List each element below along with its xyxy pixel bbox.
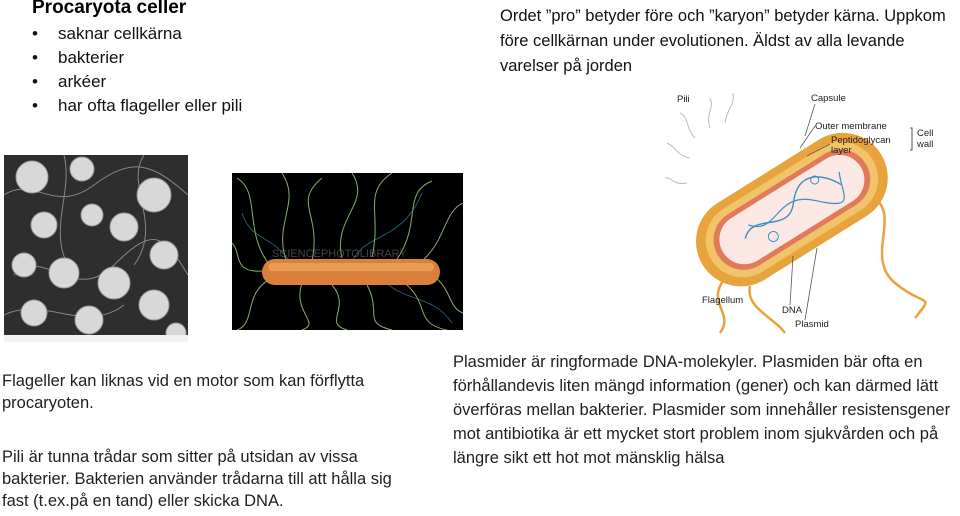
label-plasmid: Plasmid — [795, 319, 829, 330]
prokaryote-diagram — [665, 88, 960, 338]
watermark-text: SCIENCEPHOTOLIBRARY — [272, 248, 407, 260]
prokaryote-diagram-drawing — [665, 88, 960, 338]
label-cell: Cell — [917, 128, 934, 139]
label-wall: wall — [917, 139, 934, 150]
label-layer: layer — [831, 145, 852, 156]
bullet-text: arkéer — [58, 72, 107, 91]
bullet-item — [32, 46, 242, 70]
label-outer-membrane: Outer membrane — [815, 121, 887, 132]
plasmid-paragraph: Plasmider är ringformade DNA-molekyler. Plasmiden bär ofta en förhållandevis liten mängd information (gener) och kan därmed lätt överföras mellan bakterier. Plasmider som innehåller resistensgener mot antibiotika är ett mycket stort problem inom sjukvården och på längre sikt ett hot mot mänsklig hälsa — [453, 353, 951, 467]
label-capsule: Capsule — [811, 93, 846, 104]
slide-title: Procaryota celler — [32, 0, 187, 18]
flagella-paragraph: Flageller kan liknas vid en motor som kan förflytta procaryoten. — [2, 372, 365, 412]
rod-bacterium-image — [232, 173, 463, 330]
bullet-list — [32, 22, 242, 118]
micrograph-image — [4, 155, 188, 342]
bullet-item — [32, 94, 242, 118]
micrograph-drawing — [4, 155, 188, 342]
pili-paragraph: Pili är tunna trådar som sitter på utsidan av vissa bakterier. Bakterien använder trådarna till att hålla sig fast (t.ex.på en tand) eller skicka DNA. — [2, 448, 392, 510]
label-flagellum: Flagellum — [702, 295, 744, 306]
bullet-dot: • — [32, 48, 38, 67]
bullet-item — [32, 70, 242, 94]
bullet-text: saknar cellkärna — [58, 24, 182, 43]
label-dna: DNA — [782, 305, 803, 316]
bullet-dot: • — [32, 96, 38, 115]
label-peptidoglycan: Peptidoglycan — [831, 135, 891, 146]
bullet-item — [32, 22, 242, 46]
bullet-dot: • — [32, 24, 38, 43]
bullet-text: har ofta flageller eller pili — [58, 96, 243, 115]
bullet-text: bakterier — [58, 48, 125, 67]
label-pili: Pili — [677, 94, 690, 105]
etymology-text: Ordet ”pro” betyder före och ”karyon” betyder kärna. Uppkom före cellkärnan under evolutionen. Äldst av alla levande varelser på jorden — [500, 7, 946, 75]
rod-bacterium-drawing — [232, 173, 463, 330]
bullet-dot: • — [32, 72, 38, 91]
